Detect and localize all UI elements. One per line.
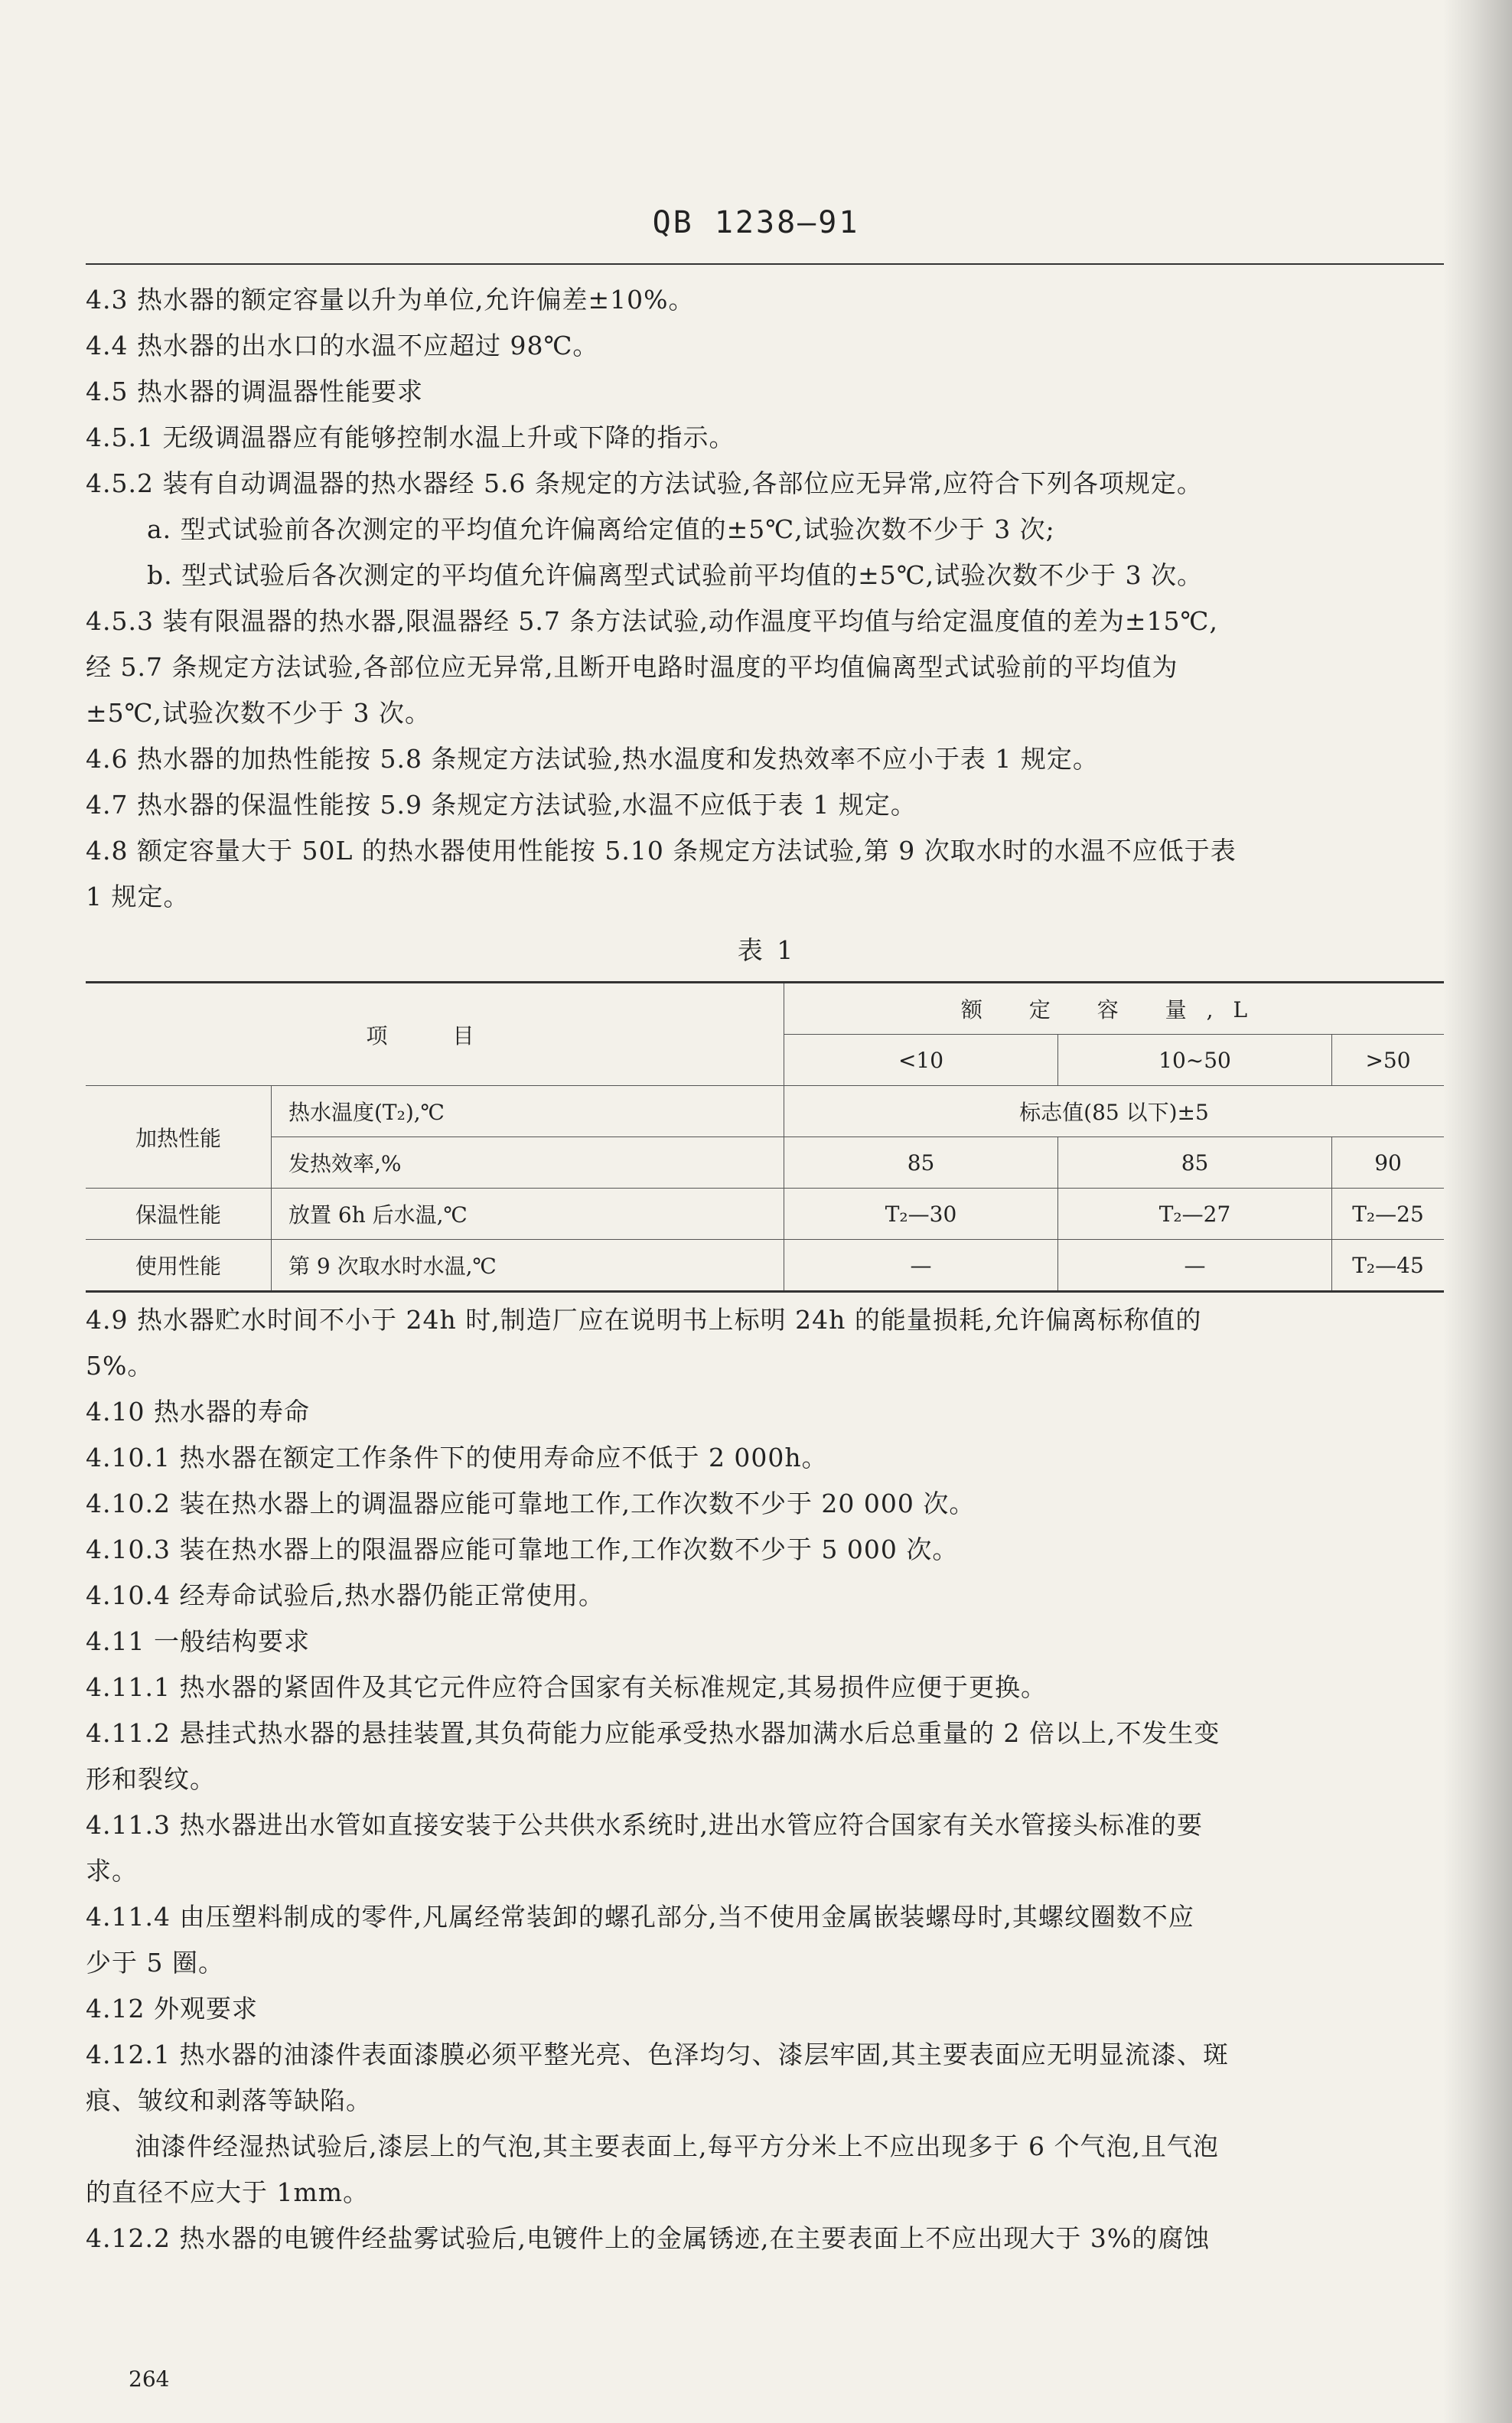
text-line: 痕、皱纹和剥落等缺陷。 bbox=[86, 2085, 372, 2115]
capacity-col-3: >50 bbox=[1332, 1035, 1444, 1086]
merged-value-cell: 标志值(85 以下)±5 bbox=[784, 1086, 1444, 1137]
text-line: 求。 bbox=[86, 1856, 138, 1886]
text-line: 4.9 热水器贮水时间不小于 24h 时,制造厂应在说明书上标明 24h 的能量损耗,允许偏离标称值的 bbox=[86, 1305, 1202, 1335]
value-cell: 85 bbox=[784, 1137, 1058, 1189]
text-line: 4.6 热水器的加热性能按 5.8 条规定方法试验,热水温度和发热效率不应小于表 1 规定。 bbox=[86, 744, 1099, 774]
table-row bbox=[86, 1137, 1444, 1189]
item-cell: 热水温度(T₂),℃ bbox=[272, 1086, 784, 1137]
text-line: 经 5.7 条规定方法试验,各部位应无异常,且断开电路时温度的平均值偏离型式试验前的平均值为 bbox=[86, 652, 1178, 682]
text-line: 4.10.3 装在热水器上的限温器应能可靠地工作,工作次数不少于 5 000 次。 bbox=[86, 1534, 959, 1564]
text-line: 4.4 热水器的出水口的水温不应超过 98℃。 bbox=[86, 331, 599, 360]
text-line: 4.11 一般结构要求 bbox=[86, 1626, 310, 1656]
table-row bbox=[86, 1189, 1444, 1240]
text-line: 4.12.1 热水器的油漆件表面漆膜必须平整光亮、色泽均匀、漆层牢固,其主要表面应无明显流漆、斑 bbox=[86, 2040, 1229, 2069]
page-number: 264 bbox=[129, 2366, 170, 2392]
text-line: 5%。 bbox=[86, 1351, 154, 1381]
text-line: 4.7 热水器的保温性能按 5.9 条规定方法试验,水温不应低于表 1 规定。 bbox=[86, 790, 917, 820]
text-line: 1 规定。 bbox=[86, 882, 190, 911]
text-line: 4.5.2 装有自动调温器的热水器经 5.6 条规定的方法试验,各部位应无异常,应符合下列各项规定。 bbox=[86, 468, 1203, 498]
group-cell: 使用性能 bbox=[86, 1240, 272, 1292]
item-cell: 发热效率,% bbox=[272, 1137, 784, 1189]
text-line: 4.11.3 热水器进出水管如直接安装于公共供水系统时,进出水管应符合国家有关水管接头标准的要 bbox=[86, 1810, 1203, 1840]
value-cell: — bbox=[1058, 1240, 1332, 1292]
text-line: 油漆件经湿热试验后,漆层上的气泡,其主要表面上,每平方分米上不应出现多于 6 个气泡,且气泡 bbox=[135, 2131, 1219, 2161]
text-line: 4.3 热水器的额定容量以升为单位,允许偏差±10%。 bbox=[86, 285, 695, 315]
page-edge-shadow bbox=[1443, 0, 1512, 2423]
text-line: 4.11.1 热水器的紧固件及其它元件应符合国家有关标准规定,其易损件应便于更换。 bbox=[86, 1672, 1047, 1702]
table-1 bbox=[86, 981, 1444, 1293]
text-line: 4.11.4 由压塑料制成的零件,凡属经常装卸的螺孔部分,当不使用金属嵌装螺母时,其螺纹圈数不应 bbox=[86, 1902, 1194, 1932]
table-row bbox=[86, 1086, 1444, 1137]
capacity-col-2: 10~50 bbox=[1058, 1035, 1332, 1086]
text-line: 4.5 热水器的调温器性能要求 bbox=[86, 377, 423, 406]
text-line: 4.10.4 经寿命试验后,热水器仍能正常使用。 bbox=[86, 1580, 604, 1610]
header-item-cell bbox=[86, 983, 784, 1086]
document-header: QB 1238—91 bbox=[652, 205, 860, 240]
text-line: 4.10.1 热水器在额定工作条件下的使用寿命应不低于 2 000h。 bbox=[86, 1443, 828, 1472]
value-cell: 90 bbox=[1332, 1137, 1444, 1189]
header-item-label: 项 目 bbox=[366, 1022, 503, 1048]
document-body bbox=[86, 277, 1448, 2262]
text-line: 少于 5 圈。 bbox=[86, 1948, 224, 1978]
group-cell: 加热性能 bbox=[86, 1086, 272, 1189]
table-header-row bbox=[86, 983, 1444, 1035]
text-block-before-table bbox=[86, 277, 1448, 920]
text-line: 4.8 额定容量大于 50L 的热水器使用性能按 5.10 条规定方法试验,第 9 次取水时的水温不应低于表 bbox=[86, 836, 1237, 866]
value-cell: T₂—45 bbox=[1332, 1240, 1444, 1292]
header-capacity-cell bbox=[784, 983, 1444, 1035]
value-cell: 85 bbox=[1058, 1137, 1332, 1189]
item-cell: 放置 6h 后水温,℃ bbox=[272, 1189, 784, 1240]
value-cell: T₂—27 bbox=[1058, 1189, 1332, 1240]
text-line: 4.10 热水器的寿命 bbox=[86, 1397, 310, 1427]
table-caption: 表 1 bbox=[737, 935, 797, 965]
text-line: 4.12 外观要求 bbox=[86, 1994, 258, 2024]
text-line: 的直径不应大于 1mm。 bbox=[86, 2177, 370, 2207]
header-rule bbox=[86, 263, 1444, 265]
text-line: 4.10.2 装在热水器上的调温器应能可靠地工作,工作次数不少于 20 000 次。 bbox=[86, 1489, 976, 1518]
text-line: ±5℃,试验次数不少于 3 次。 bbox=[86, 698, 432, 728]
header-capacity-label: 额 定 容 量,L bbox=[960, 997, 1268, 1022]
text-line: a. 型式试验前各次测定的平均值允许偏离给定值的±5℃,试验次数不少于 3 次; bbox=[147, 514, 1055, 544]
table-row bbox=[86, 1240, 1444, 1292]
text-line: b. 型式试验后各次测定的平均值允许偏离型式试验前平均值的±5℃,试验次数不少于 3 次。 bbox=[147, 560, 1204, 590]
text-line: 4.5.1 无级调温器应有能够控制水温上升或下降的指示。 bbox=[86, 422, 735, 452]
value-cell: T₂—30 bbox=[784, 1189, 1058, 1240]
text-line: 形和裂纹。 bbox=[86, 1764, 216, 1794]
group-cell: 保温性能 bbox=[86, 1189, 272, 1240]
capacity-col-1: <10 bbox=[784, 1035, 1058, 1086]
value-cell: T₂—25 bbox=[1332, 1189, 1444, 1240]
text-block-after-table bbox=[86, 1297, 1448, 2262]
value-cell: — bbox=[784, 1240, 1058, 1292]
text-line: 4.11.2 悬挂式热水器的悬挂装置,其负荷能力应能承受热水器加满水后总重量的 2 倍以上,不发生变 bbox=[86, 1718, 1220, 1748]
text-line: 4.5.3 装有限温器的热水器,限温器经 5.7 条方法试验,动作温度平均值与给定温度值的差为±15℃, bbox=[86, 606, 1218, 636]
item-cell: 第 9 次取水时水温,℃ bbox=[272, 1240, 784, 1292]
text-line: 4.12.2 热水器的电镀件经盐雾试验后,电镀件上的金属锈迹,在主要表面上不应出现大于 3%的腐蚀 bbox=[86, 2223, 1211, 2253]
